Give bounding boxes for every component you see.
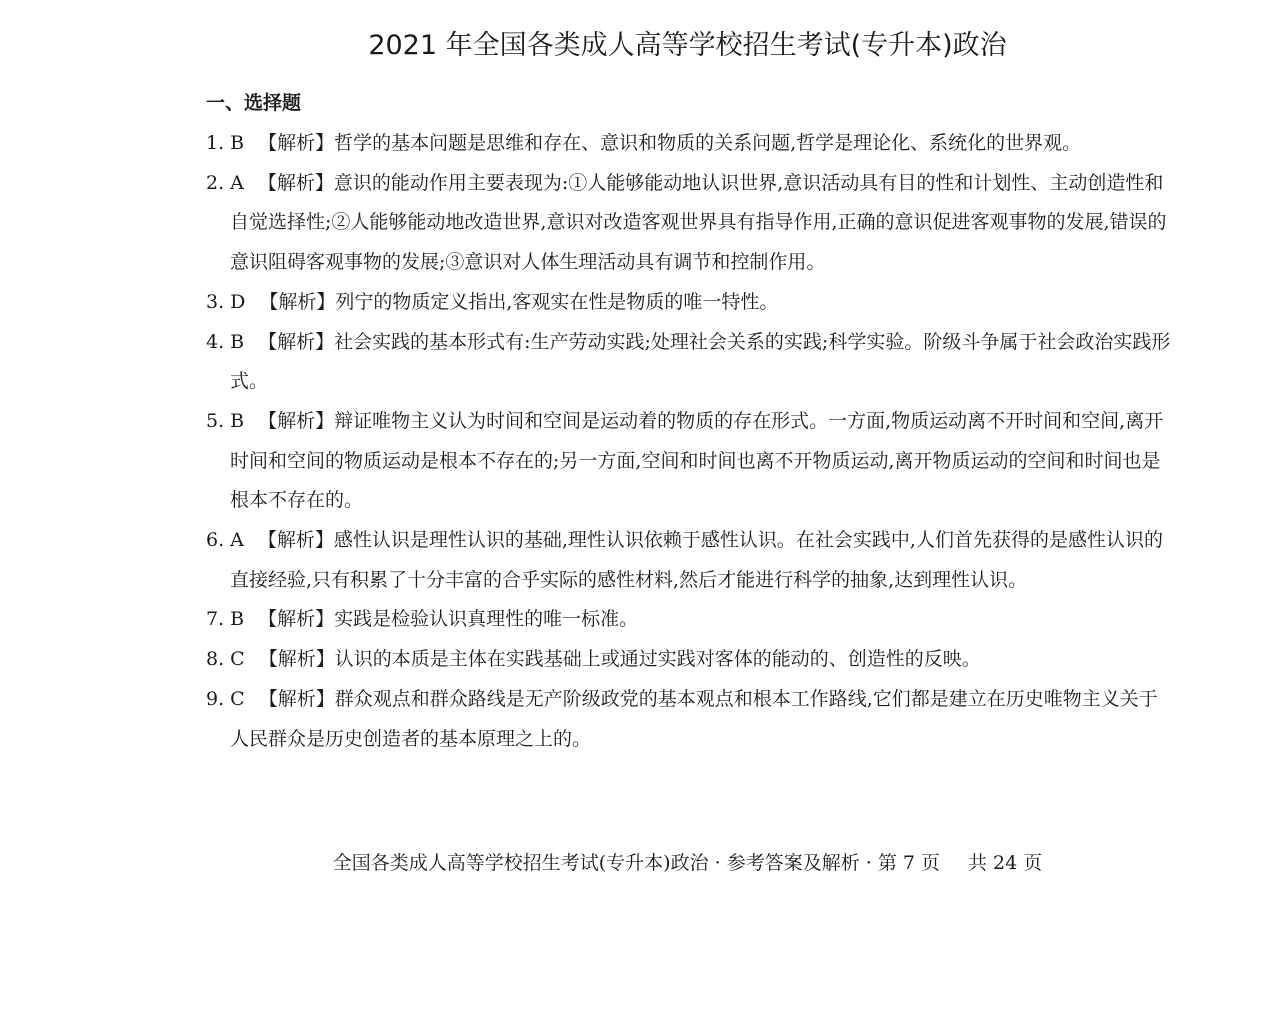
answer-letter: C <box>230 648 245 671</box>
analysis-tag: 【解析】 <box>258 132 335 154</box>
analysis-tag: 【解析】 <box>257 171 334 194</box>
analysis-text: 意识的能动作用主要表现为:①人能够能动地认识世界,意识活动具有目的性和计划性、主动创造性和自觉选择性;②人能够能动地改造世界,意识对改造客观世界具有指导作用,正确的意识促进客观事物的发展,错误的意识阻碍客观事物的发展;③意识对人体生理活动具有调节和控制作用。 <box>230 171 1167 274</box>
answer-letter: A <box>230 529 244 552</box>
question-number: 8. <box>206 648 225 671</box>
question-number: 3. <box>206 290 225 313</box>
answer-item <box>206 164 1172 283</box>
answer-letter: A <box>230 171 244 194</box>
analysis-text: 社会实践的基本形式有:生产劳动实践;处理社会关系的实践;科学实验。阶级斗争属于社会政治实践形式。 <box>230 330 1171 393</box>
analysis-tag: 【解析】 <box>258 648 335 671</box>
analysis-tag: 【解析】 <box>258 330 335 353</box>
analysis-tag: 【解析】 <box>259 290 336 313</box>
footer-total-pages: 共 24 页 <box>967 852 1043 874</box>
answer-item <box>206 521 1172 600</box>
question-number: 6. <box>206 529 225 552</box>
answer-item <box>206 402 1172 521</box>
analysis-text: 群众观点和群众路线是无产阶级政党的基本观点和根本工作路线,它们都是建立在历史唯物主义关于人民群众是历史创造者的基本原理之上的。 <box>230 687 1158 750</box>
analysis-tag: 【解析】 <box>257 529 334 552</box>
answer-letter: C <box>230 687 245 710</box>
footer-text: 全国各类成人高等学校招生考试(专升本)政治 · 参考答案及解析 · 第 7 页 <box>332 852 940 874</box>
answer-letter: B <box>230 608 245 631</box>
answer-item <box>206 124 1172 164</box>
analysis-text: 辩证唯物主义认为时间和空间是运动着的物质的存在形式。一方面,物质运动离不开时间和空间,离开时间和空间的物质运动是根本不存在的;另一方面,空间和时间也离不开物质运动,离开物质运动的空间和时间也是根本不存在的。 <box>230 409 1164 512</box>
page-title: 2021 年全国各类成人高等学校招生考试(专升本)政治 <box>368 30 1007 61</box>
analysis-text: 认识的本质是主体在实践基础上或通过实践对客体的能动的、创造性的反映。 <box>334 648 981 671</box>
question-number: 4. <box>206 330 225 353</box>
answer-item <box>206 283 1172 323</box>
question-number: 1. <box>206 132 225 154</box>
answer-letter: B <box>230 132 245 154</box>
analysis-tag: 【解析】 <box>258 608 335 631</box>
question-number: 2. <box>206 171 225 194</box>
question-number: 7. <box>206 608 225 631</box>
answer-item <box>206 640 1172 680</box>
question-number: 9. <box>206 687 225 710</box>
analysis-tag: 【解析】 <box>258 409 335 432</box>
answer-item <box>206 680 1172 759</box>
answer-letter: B <box>230 330 245 353</box>
question-number: 5. <box>206 409 225 432</box>
answer-letter: D <box>230 290 246 313</box>
page-footer <box>0 846 1275 880</box>
analysis-text: 实践是检验认识真理性的唯一标准。 <box>334 608 639 631</box>
analysis-tag: 【解析】 <box>258 687 335 710</box>
analysis-text: 列宁的物质定义指出,客观实在性是物质的唯一特性。 <box>335 290 779 313</box>
answer-letter: B <box>230 409 245 432</box>
section-heading: 一、选择题 <box>206 92 302 114</box>
answer-list <box>206 124 1172 759</box>
answer-item <box>206 323 1172 402</box>
analysis-text: 感性认识是理性认识的基础,理性认识依赖于感性认识。在社会实践中,人们首先获得的是感性认识的直接经验,只有积累了十分丰富的合乎实际的感性材料,然后才能进行科学的抽象,达到理性认识。 <box>230 529 1163 591</box>
answer-item <box>206 600 1172 640</box>
analysis-text: 哲学的基本问题是思维和存在、意识和物质的关系问题,哲学是理论化、系统化的世界观。 <box>334 132 1082 154</box>
